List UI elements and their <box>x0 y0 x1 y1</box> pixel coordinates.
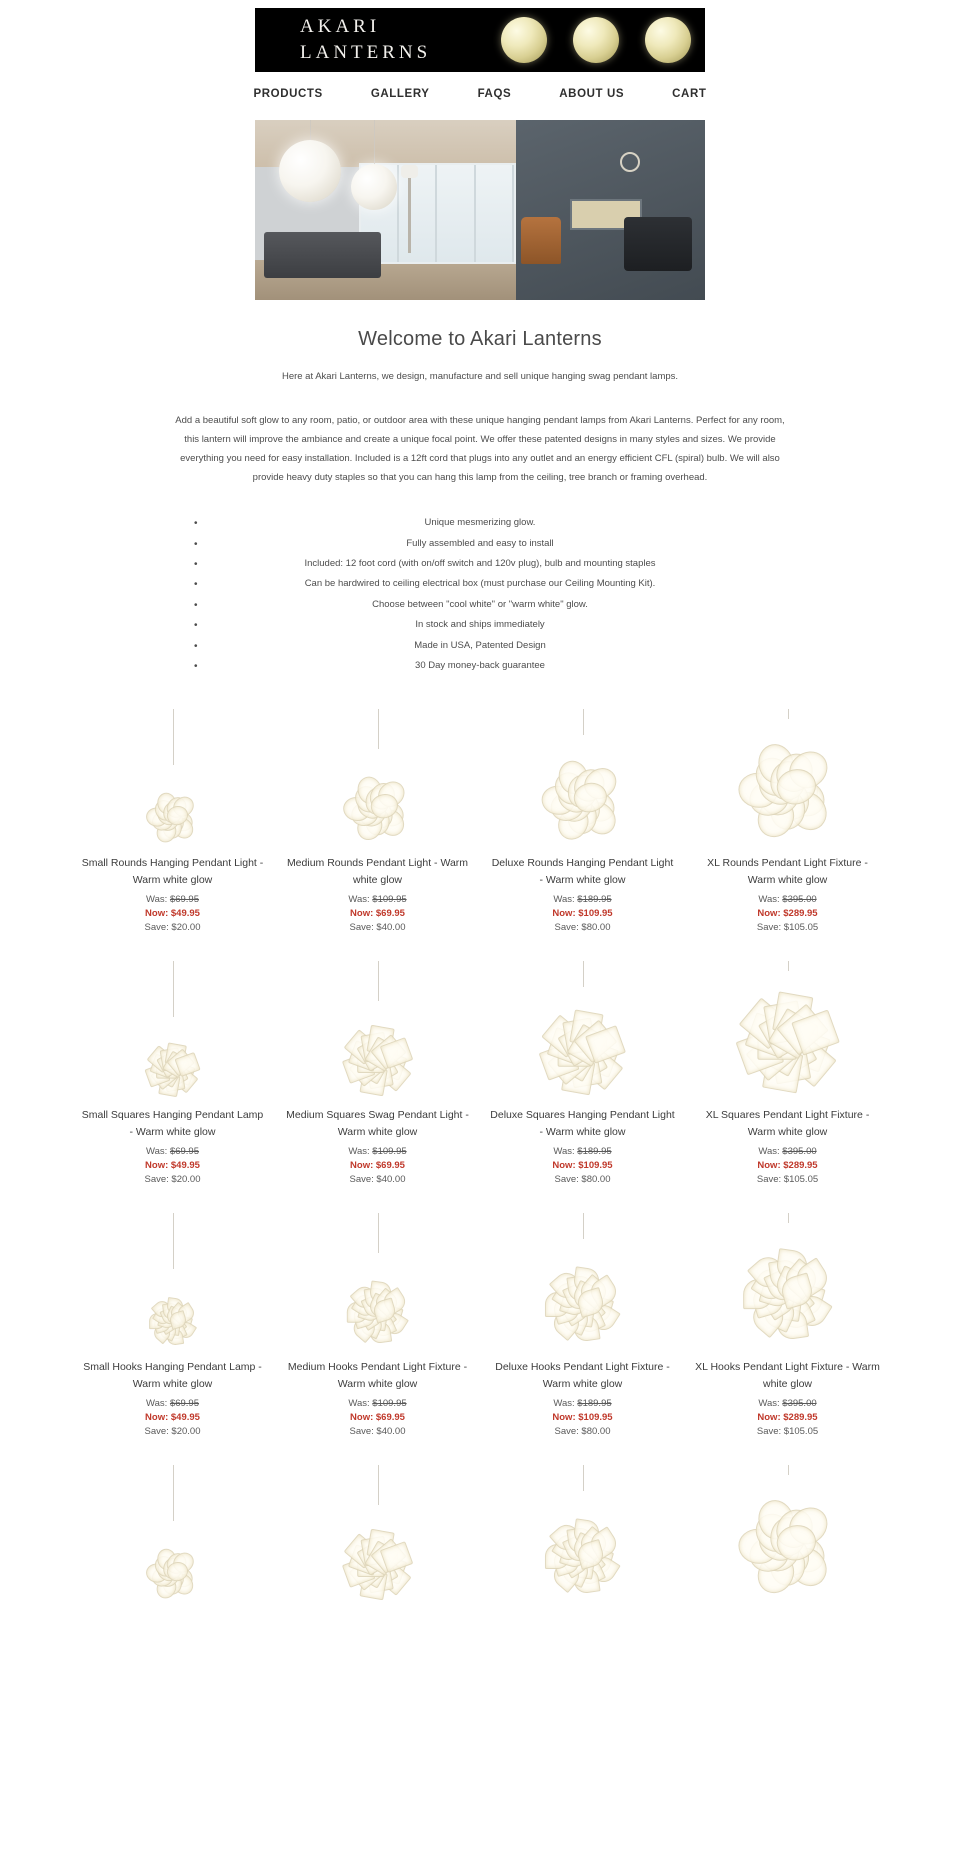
product-card[interactable] <box>70 953 275 1199</box>
hanging-cord <box>173 961 174 1017</box>
product-image[interactable] <box>285 961 470 1101</box>
product-now-price: Now: $289.95 <box>757 1411 818 1423</box>
product-now-price: Now: $109.95 <box>552 1159 613 1171</box>
hanging-cord <box>583 709 584 735</box>
lantern-round-icon <box>730 1489 846 1605</box>
lantern-thumb-icon <box>501 17 547 63</box>
product-was-price: Was: $395.00 <box>758 1145 817 1157</box>
product-image[interactable] <box>695 709 880 849</box>
product-was-price: Was: $395.00 <box>758 1397 817 1409</box>
product-image[interactable] <box>695 1465 880 1605</box>
product-now-price: Now: $49.95 <box>145 1159 200 1171</box>
hanging-cord <box>173 709 174 765</box>
product-card[interactable] <box>685 1457 890 1619</box>
product-image[interactable] <box>285 1465 470 1605</box>
product-was-price: Was: $109.95 <box>348 893 407 905</box>
feature-item: • Choose between "cool white" or "warm white" glow. <box>150 595 810 615</box>
banner-lantern-images <box>501 8 691 72</box>
product-image[interactable] <box>695 1213 880 1353</box>
nav-item-products[interactable]: PRODUCTS <box>253 88 323 100</box>
lantern-square-icon <box>338 1525 418 1605</box>
product-image[interactable] <box>285 1213 470 1353</box>
lantern-square-icon <box>535 1005 631 1101</box>
main-navigation <box>0 88 960 104</box>
product-now-price: Now: $109.95 <box>552 907 613 919</box>
lantern-hooks-icon <box>142 1291 204 1353</box>
product-title[interactable]: Medium Hooks Pendant Light Fixture - Warm white glow <box>287 1360 468 1390</box>
product-save-amount: Save: $40.00 <box>349 1173 406 1185</box>
nav-item-faqs[interactable]: FAQS <box>477 88 512 100</box>
nav-item-gallery[interactable]: GALLERY <box>370 88 430 100</box>
product-save-amount: Save: $80.00 <box>554 1425 611 1437</box>
product-title[interactable]: Medium Squares Swag Pendant Light - Warm white glow <box>286 1108 469 1138</box>
product-card[interactable] <box>685 953 890 1199</box>
product-image[interactable] <box>80 709 265 849</box>
hanging-cord <box>378 1213 379 1253</box>
product-was-price: Was: $69.95 <box>146 1397 199 1409</box>
hanging-cord <box>173 1213 174 1269</box>
product-card[interactable] <box>275 1205 480 1451</box>
product-now-price: Now: $69.95 <box>350 1411 405 1423</box>
product-card[interactable] <box>275 1457 480 1619</box>
product-card[interactable] <box>480 1457 685 1619</box>
product-title[interactable]: Deluxe Hooks Pendant Light Fixture - Warm white glow <box>495 1360 670 1390</box>
hero-lantern-small-icon <box>351 164 397 210</box>
product-save-amount: Save: $105.05 <box>756 1425 819 1437</box>
product-save-amount: Save: $20.00 <box>144 1173 201 1185</box>
product-was-price: Was: $69.95 <box>146 1145 199 1157</box>
feature-list <box>150 513 810 676</box>
lantern-round-icon <box>142 787 204 849</box>
product-was-price: Was: $189.95 <box>553 1145 612 1157</box>
lantern-round-icon <box>338 769 418 849</box>
product-grid <box>70 701 890 1619</box>
hanging-cord <box>378 709 379 749</box>
lantern-hooks-icon <box>730 1237 846 1353</box>
product-card[interactable] <box>685 1205 890 1451</box>
product-title[interactable]: Small Hooks Hanging Pendant Lamp - Warm white glow <box>83 1360 262 1390</box>
lantern-hooks-icon <box>535 1509 631 1605</box>
intro-lede: Here at Akari Lanterns, we design, manufacture and sell unique hanging swag pendant lamps. <box>281 371 679 382</box>
lantern-thumb-icon <box>645 17 691 63</box>
hero-lantern-large-icon <box>279 140 341 202</box>
hanging-cord <box>378 961 379 1001</box>
header-banner-wrap <box>0 0 960 72</box>
site-banner[interactable] <box>255 8 705 72</box>
product-title[interactable]: Deluxe Squares Hanging Pendant Light - Warm white glow <box>490 1108 675 1138</box>
product-now-price: Now: $69.95 <box>350 907 405 919</box>
hanging-cord <box>583 1465 584 1491</box>
product-title[interactable]: XL Squares Pendant Light Fixture - Warm white glow <box>705 1108 870 1138</box>
hero-image-wrap <box>0 120 960 300</box>
hanging-cord <box>378 1465 379 1505</box>
product-was-price: Was: $109.95 <box>348 1397 407 1409</box>
product-title[interactable]: Small Squares Hanging Pendant Lamp - Warm white glow <box>81 1108 264 1138</box>
product-save-amount: Save: $40.00 <box>349 1425 406 1437</box>
product-now-price: Now: $69.95 <box>350 1159 405 1171</box>
hanging-cord <box>788 709 789 719</box>
intro-body: Add a beautiful soft glow to any room, patio, or outdoor area with these unique hanging pendant lamps from Akari Lanterns. Perfect for any room, this lantern will improve the ambiance and create a unique focal point. We offer these patented designs in many styles and sizes. We provide everything you need for easy installation. Included is a 12ft cord that plugs into any outlet and an energy efficient CFL (spiral) bulb. We will also provide heavy duty staples so that you can hang this lamp from the ceiling, tree branch or framing overhead. <box>175 415 785 484</box>
product-title[interactable]: XL Rounds Pendant Light Fixture - Warm white glow <box>707 856 868 886</box>
feature-item: • Included: 12 foot cord (with on/off switch and 120v plug), bulb and mounting staples <box>150 554 810 574</box>
lantern-round-icon <box>535 753 631 849</box>
product-now-price: Now: $49.95 <box>145 907 200 919</box>
product-save-amount: Save: $105.05 <box>756 921 819 933</box>
product-card[interactable] <box>275 701 480 947</box>
product-image[interactable] <box>80 961 265 1101</box>
lantern-round-icon <box>142 1543 204 1605</box>
product-image[interactable] <box>695 961 880 1101</box>
product-image[interactable] <box>490 1213 675 1353</box>
site-logo <box>300 14 431 65</box>
product-card[interactable] <box>480 953 685 1199</box>
brand-line-1: AKARI <box>300 16 381 38</box>
lantern-square-icon <box>730 985 846 1101</box>
product-now-price: Now: $289.95 <box>757 907 818 919</box>
product-title[interactable]: XL Hooks Pendant Light Fixture - Warm white glow <box>695 1360 880 1390</box>
feature-item: • 30 Day money-back guarantee <box>150 656 810 676</box>
product-save-amount: Save: $105.05 <box>756 1173 819 1185</box>
product-card[interactable] <box>480 701 685 947</box>
product-was-price: Was: $189.95 <box>553 893 612 905</box>
lantern-square-icon <box>142 1039 204 1101</box>
product-now-price: Now: $289.95 <box>757 1159 818 1171</box>
product-save-amount: Save: $20.00 <box>144 921 201 933</box>
lantern-square-icon <box>338 1021 418 1101</box>
feature-item: • Fully assembled and easy to install <box>150 534 810 554</box>
product-was-price: Was: $189.95 <box>553 1397 612 1409</box>
brand-line-2: LANTERNS <box>300 42 432 63</box>
product-now-price: Now: $109.95 <box>552 1411 613 1423</box>
product-title[interactable]: Small Rounds Hanging Pendant Light - Warm white glow <box>81 856 264 886</box>
hanging-cord <box>788 1465 789 1475</box>
product-was-price: Was: $109.95 <box>348 1145 407 1157</box>
feature-item: • In stock and ships immediately <box>150 615 810 635</box>
page-title: Welcome to Akari Lanterns <box>358 328 602 350</box>
nav-item-cart[interactable]: CART <box>672 88 707 100</box>
product-image[interactable] <box>490 961 675 1101</box>
product-card[interactable] <box>70 1457 275 1619</box>
product-card[interactable] <box>70 701 275 947</box>
product-title[interactable]: Medium Rounds Pendant Light - Warm white glow <box>286 856 469 886</box>
product-title[interactable]: Deluxe Rounds Hanging Pendant Light - Warm white glow <box>491 856 674 886</box>
feature-item: • Unique mesmerizing glow. <box>150 513 810 533</box>
hanging-cord <box>583 961 584 987</box>
product-save-amount: Save: $20.00 <box>144 1425 201 1437</box>
product-card[interactable] <box>685 701 890 947</box>
hanging-cord <box>788 1213 789 1223</box>
hero-room-image <box>255 120 705 300</box>
hanging-cord <box>788 961 789 971</box>
hanging-cord <box>173 1465 174 1521</box>
product-image[interactable] <box>80 1465 265 1605</box>
lantern-hooks-icon <box>338 1273 418 1353</box>
product-card[interactable] <box>480 1205 685 1451</box>
nav-item-about-us[interactable]: ABOUT US <box>559 88 625 100</box>
product-was-price: Was: $395.00 <box>758 893 817 905</box>
product-now-price: Now: $49.95 <box>145 1411 200 1423</box>
product-card[interactable] <box>70 1205 275 1451</box>
wall-clock-icon <box>620 152 640 172</box>
product-image[interactable] <box>490 709 675 849</box>
product-save-amount: Save: $80.00 <box>554 1173 611 1185</box>
hanging-cord <box>583 1213 584 1239</box>
product-card[interactable] <box>275 953 480 1199</box>
product-save-amount: Save: $40.00 <box>349 921 406 933</box>
product-was-price: Was: $69.95 <box>146 893 199 905</box>
lantern-thumb-icon <box>573 17 619 63</box>
feature-item: • Can be hardwired to ceiling electrical box (must purchase our Ceiling Mounting Kit). <box>150 574 810 594</box>
feature-item: • Made in USA, Patented Design <box>150 636 810 656</box>
lantern-round-icon <box>730 733 846 849</box>
lantern-hooks-icon <box>535 1257 631 1353</box>
product-save-amount: Save: $80.00 <box>554 921 611 933</box>
product-image[interactable] <box>490 1465 675 1605</box>
product-image[interactable] <box>285 709 470 849</box>
product-image[interactable] <box>80 1213 265 1353</box>
